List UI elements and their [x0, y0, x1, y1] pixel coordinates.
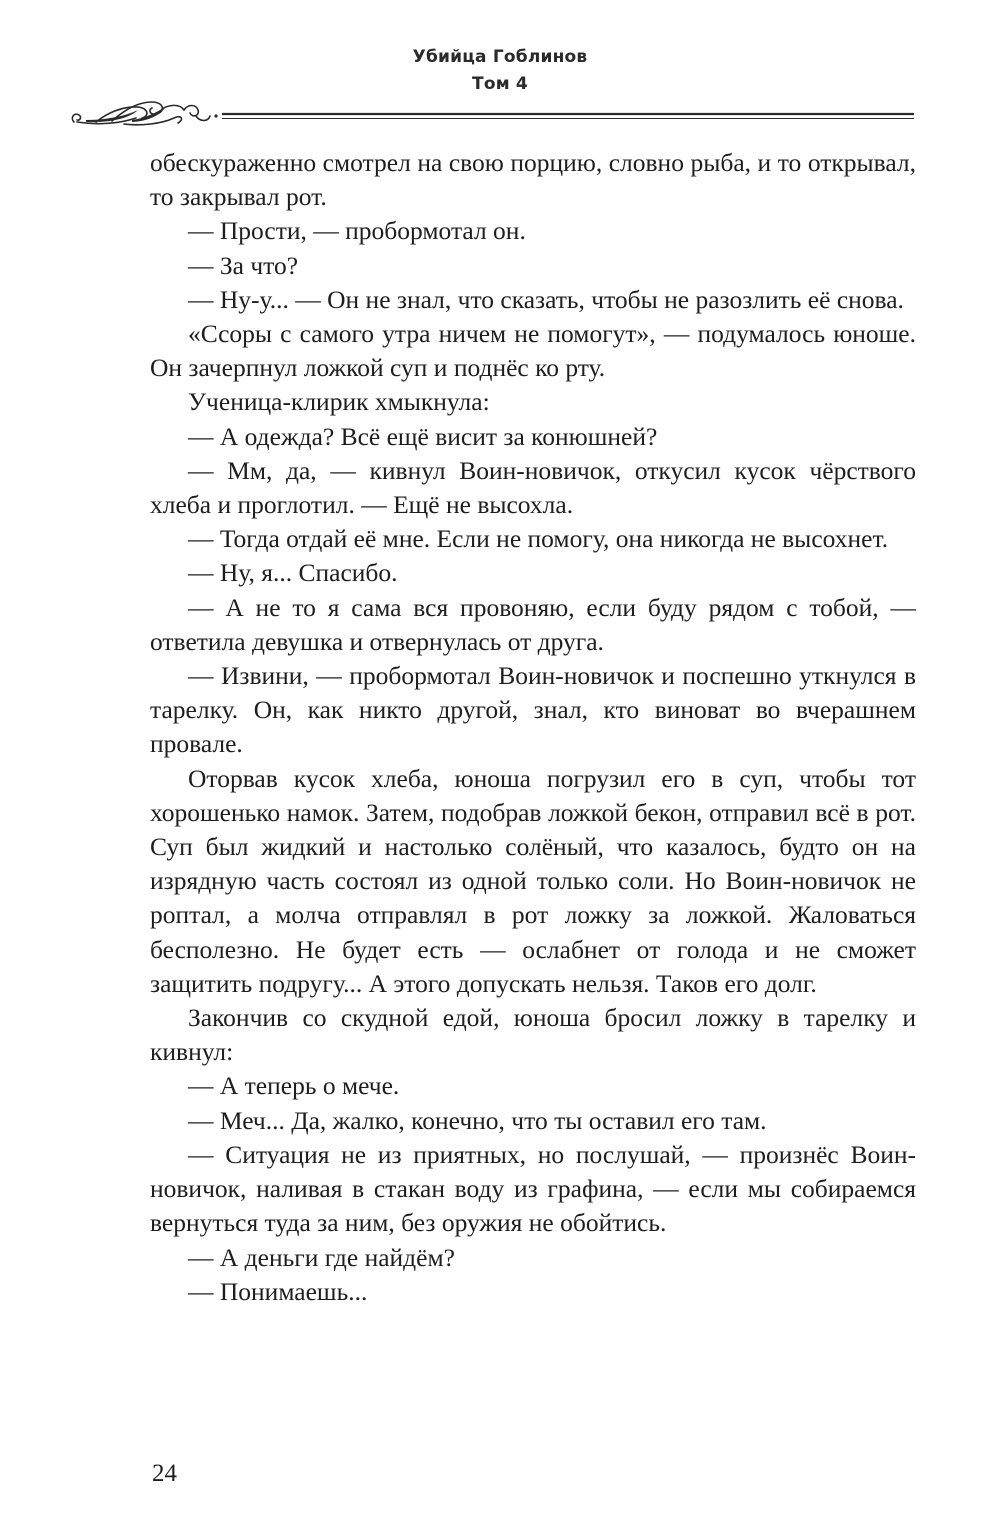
page-number: 24 — [152, 1460, 177, 1487]
paragraph: — Прости, — пробормотал он. — [188, 216, 526, 246]
paragraph: — Тогда отдай её мне. Если не помогу, она никогда не высохнет. — [188, 524, 889, 554]
running-head-volume: Том 4 — [472, 74, 528, 94]
paragraph: — Извини, — пробормотал Воин-новичок и поспешно уткнулся в тарелку. Он, как никто другой, знал, кто виноват во вчерашнем провале. — [150, 661, 916, 759]
paragraph: — Понимаешь... — [188, 1276, 368, 1306]
paragraph: обескураженно смотрел на свою порцию, словно рыба, и то открывал, то закрывал рот. — [150, 148, 916, 212]
paragraph: — Меч... Да, жалко, конечно, что ты оставил его там. — [188, 1105, 767, 1135]
paragraph: — А одежда? Всё ещё висит за конюшней? — [188, 421, 658, 451]
paragraph: — А не то я сама вся провоняю, если буду рядом с тобой, — ответила девушка и отвернулась от друга. — [150, 592, 916, 656]
ornamental-divider — [66, 98, 922, 134]
paragraph: — За что? — [188, 250, 299, 280]
paragraph: — А теперь о мече. — [188, 1071, 400, 1101]
paragraph: — Мм, да, — кивнул Воин-новичок, откусил кусок чёрствого хлеба и проглотил. — Ещё не высохла. — [150, 455, 916, 520]
paragraph: «Ссоры с самого утра ничем не помогут», — подумалось юноше. Он зачерпнул ложкой суп и поднёс ко рту. — [150, 319, 916, 383]
paragraph: Ученица-клирик хмыкнула: — [188, 387, 490, 417]
paragraph: — Ситуация не из приятных, но послушай, — произнёс Воин-новичок, наливая в стакан воду из графина, — если мы собираемся вернуться туда за ним, без оружия не обойтись. — [150, 1139, 916, 1238]
paragraph: Оторвав кусок хлеба, юноша погрузил его в суп, чтобы тот хорошенько намок. Затем, подобрав ложкой бекон, отправил всё в рот. Суп был жидкий и настолько солёный, что казалось, будто он на изрядную часть состоял из одной только соли. Но Воин-новичок не роптал, а молча отправлял в рот ложку за ложкой. Жаловаться бесполезно. Не будет есть — ослабнет от голода и не сможет защитить подругу... А этого допускать нельзя. Таков его долг. — [150, 763, 916, 998]
page-body-text — [150, 146, 916, 1309]
paragraph: — Ну, я... Спасибо. — [188, 558, 398, 588]
paragraph: Закончив со скудной едой, юноша бросил ложку в тарелку и кивнул: — [150, 1003, 916, 1067]
paragraph: — Ну-у... — Он не знал, что сказать, чтобы не разозлить её снова. — [188, 284, 904, 314]
running-head-book-title: Убийца Гоблинов — [412, 47, 588, 67]
paragraph: — А деньги где найдём? — [188, 1242, 455, 1272]
